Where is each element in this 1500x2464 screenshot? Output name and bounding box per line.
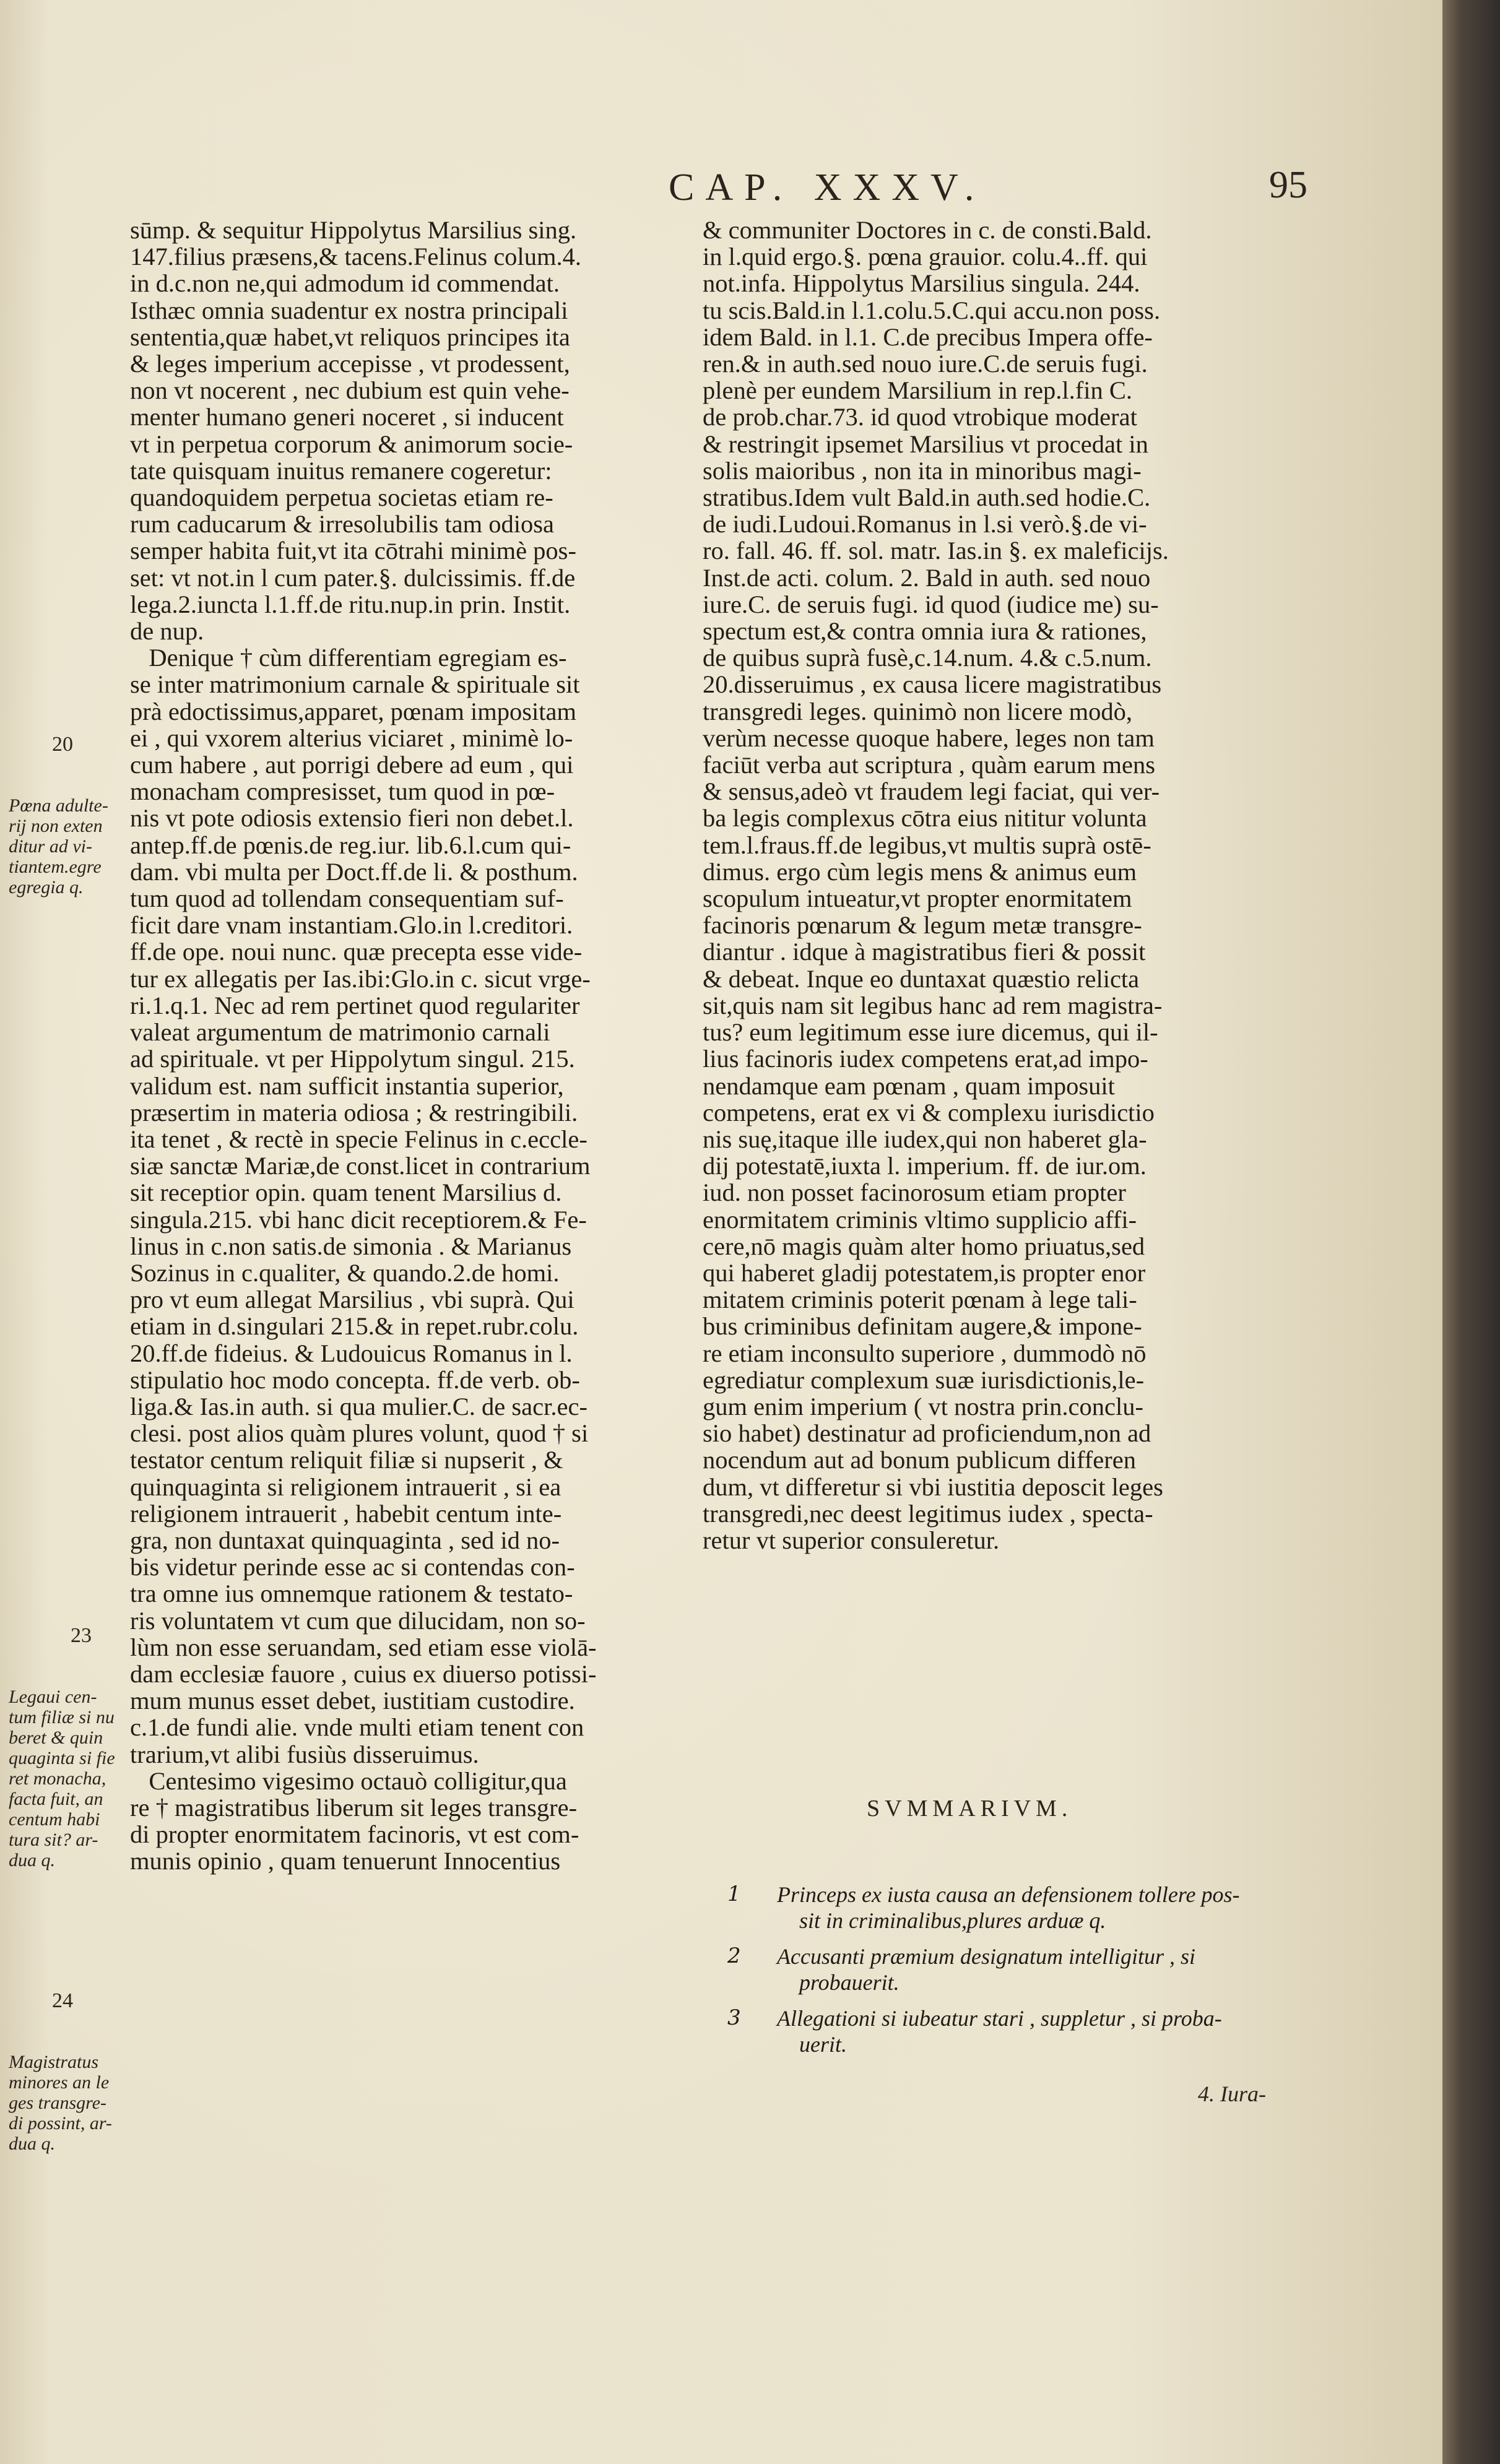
text-line: competens, erat ex vi & complexu iurisdictio <box>703 1098 1155 1126</box>
text-line: sit,quis nam sit legibus hanc ad rem magistra- <box>703 991 1163 1019</box>
text-line: tur ex allegatis per Ias.ibi:Glo.in c. sicut vrge- <box>130 964 591 993</box>
text-line: tem.l.fraus.ff.de legibus,vt multis suprà ostē- <box>703 831 1151 859</box>
summary-item-text: Allegationi si iubeatur stari , suppletur , si proba- uerit. <box>777 2006 1222 2057</box>
text-line: scopulum intueatur,vt propter enormitatem <box>703 884 1132 913</box>
margin-note-text: Legaui cen- tum filiæ si nu beret & quin quaginta si fie ret monacha, facta fuit, an centum habi tura sit? ar- dua q. <box>9 1687 115 1870</box>
text-line: tra omne ius omnemque rationem & testato- <box>130 1580 573 1608</box>
summary-item-text: Accusanti præmium designatum intelligitur , si probauerit. <box>777 1944 1195 1995</box>
text-line: nis suę,itaque ille iudex,qui non haberet gla- <box>703 1125 1147 1153</box>
text-line: 20.disseruimus , ex causa licere magistratibus <box>703 670 1162 699</box>
text-line: qui haberet gladij potestatem,is propter enor <box>703 1258 1146 1287</box>
text-line: transgredi,nec deest legitimus iudex , specta- <box>703 1499 1153 1528</box>
text-line: valeat argumentum de matrimonio carnali <box>130 1018 550 1047</box>
text-line: de nup. <box>130 617 204 646</box>
text-line: in l.quid ergo.§. pœna grauior. colu.4..ff. qui <box>703 243 1148 271</box>
text-line: menter humano generi noceret , si inducent <box>130 403 564 431</box>
margin-note <box>9 1950 112 2195</box>
text-line: ad spirituale. vt per Hippolytum singul. 215. <box>130 1045 575 1073</box>
text-line: ff.de ope. noui nunc. quæ precepta esse vide- <box>130 938 583 966</box>
text-line: egrediatur complexum suæ iurisdictionis,le- <box>703 1365 1145 1394</box>
text-line: & restringit ipsemet Marsilius vt procedat in <box>703 430 1148 458</box>
text-line: stipulatio hoc modo concepta. ff.de verb. ob- <box>130 1365 580 1394</box>
text-line: pro vt eum allegat Marsilius , vbi suprà. Qui <box>130 1286 574 1314</box>
running-head <box>0 166 1442 209</box>
text-line: ba legis complexus cōtra eius nititur volunta <box>703 804 1147 832</box>
text-line: enormitatem criminis vltimo supplicio affi- <box>703 1205 1137 1234</box>
text-line: nocendum aut ad bonum publicum differen <box>703 1446 1136 1474</box>
text-line: di propter enormitatem facinoris, vt est com- <box>130 1820 579 1849</box>
text-line: testator centum reliquit filiæ si nupserit , & <box>130 1446 563 1474</box>
text-line: 147.filius præsens,& tacens.Felinus colum.4. <box>130 243 581 271</box>
text-line: transgredi leges. quinimò non licere modò, <box>703 697 1132 725</box>
text-line: idem Bald. in l.1. C.de precibus Impera offe- <box>703 322 1153 351</box>
text-line: mum munus esset debet, iustitiam custodire. <box>130 1687 575 1715</box>
text-line: cere,nō magis quàm alter homo priuatus,sed <box>703 1232 1145 1260</box>
text-line: tus? eum legitimum esse iure dicemus, qui il- <box>703 1018 1158 1047</box>
text-line: set: vt not.in l cum pater.§. dulcissimis. ff.de <box>130 563 576 592</box>
text-line: quandoquidem perpetua societas etiam re- <box>130 483 553 512</box>
text-line: nis vt pote odiosis extensio fieri non debet.l. <box>130 804 574 832</box>
text-line: bus criminibus definitam augere,& impone- <box>703 1312 1142 1341</box>
margin-note-number: 23 <box>71 1624 92 1647</box>
text-line: etiam in d.singulari 215.& in repet.rubr.colu. <box>130 1312 579 1341</box>
text-line: de iudi.Ludoui.Romanus in l.si verò.§.de vi- <box>703 510 1147 538</box>
margin-note <box>9 693 108 938</box>
text-line: spectum est,& contra omnia iura & rationes, <box>703 617 1147 646</box>
text-line: præsertim in materia odiosa ; & restringibili. <box>130 1098 578 1126</box>
text-line: Inst.de acti. colum. 2. Bald in auth. sed nouo <box>703 563 1151 592</box>
text-line: diantur . idque à magistratibus fieri & possit <box>703 938 1146 966</box>
text-line: iud. non posset facinorosum etiam propter <box>703 1178 1126 1207</box>
summary-item-number: 2 <box>727 1943 741 1968</box>
text-line: ro. fall. 46. ff. sol. matr. Ias.in §. ex maleficijs. <box>703 537 1169 565</box>
text-line: gum enim imperium ( vt nostra prin.conclu- <box>703 1392 1143 1420</box>
book-edge <box>1442 0 1500 2464</box>
summary-item-number: 1 <box>727 1882 741 1906</box>
summary-item-number: 3 <box>727 2005 741 2030</box>
text-line: gra, non duntaxat quinquaginta , sed id no- <box>130 1526 560 1554</box>
text-line: vt in perpetua corporum & animorum socie- <box>130 430 573 458</box>
text-line: mitatem criminis poterit pœnam à lege tali- <box>703 1286 1137 1314</box>
text-line: solis maioribus , non ita in minoribus magi- <box>703 456 1142 485</box>
text-line: cum habere , aut porrigi debere ad eum , qui <box>130 751 574 779</box>
text-line: & sensus,adeò vt fraudem legi faciat, qui ver- <box>703 777 1160 806</box>
text-line: non vt nocerent , nec dubium est quin vehe- <box>130 376 570 405</box>
text-line: nendamque eam pœnam , quam imposuit <box>703 1071 1115 1100</box>
text-line: not.infa. Hippolytus Marsilius singula. 244. <box>703 269 1140 298</box>
catchword: 4. Iura- <box>1198 2081 1266 2106</box>
text-line: dij potestatē,iuxta l. imperium. ff. de iur.om. <box>703 1152 1147 1180</box>
text-line: de prob.char.73. id quod vtrobique moderat <box>703 403 1137 431</box>
text-line: siæ sanctæ Mariæ,de const.licet in contrarium <box>130 1152 591 1180</box>
text-line: ficit dare vnam instantiam.Glo.in l.creditori. <box>130 911 573 940</box>
chapter-heading: CAP. XXXV. <box>669 166 986 209</box>
text-line: quinquaginta si religionem intrauerit , si ea <box>130 1472 561 1501</box>
summary-heading: SVMMARIVM. <box>867 1796 1073 1822</box>
text-line: prà edoctissimus,apparet, pœnam impositam <box>130 697 576 725</box>
text-line: semper habita fuit,vt ita cōtrahi minimè pos- <box>130 537 576 565</box>
text-line: dam. vbi multa per Doct.ff.de li. & posthum. <box>130 857 578 886</box>
text-line: verùm necesse quoque habere, leges non tam <box>703 724 1155 752</box>
text-line: Denique † cùm differentiam egregiam es- <box>130 644 567 672</box>
page-number: 95 <box>1269 164 1307 206</box>
right-text-column <box>703 217 1169 1554</box>
text-line: faciūt verba aut scriptura , quàm earum mens <box>703 751 1155 779</box>
text-line: ita tenet , & rectè in specie Felinus in c.eccle- <box>130 1125 587 1153</box>
margin-note-text: Magistratus minores an le ges transgre- di possint, ar- dua q. <box>9 2052 112 2154</box>
text-line: & communiter Doctores in c. de consti.Bald. <box>703 216 1152 244</box>
text-line: Sozinus in c.qualiter, & quando.2.de homi. <box>130 1258 560 1287</box>
text-line: iure.C. de seruis fugi. id quod (iudice me) su- <box>703 590 1159 618</box>
text-line: de quibus suprà fusè,c.14.num. 4.& c.5.num. <box>703 644 1152 672</box>
text-line: dum, vt differetur si vbi iustitia deposcit leges <box>703 1472 1163 1501</box>
text-line: plenè per eundem Marsilium in rep.l.fin C. <box>703 376 1132 405</box>
text-line: tum quod ad tollendam consequentiam suf- <box>130 884 564 913</box>
text-line: c.1.de fundi alie. vnde multi etiam tenent con <box>130 1713 584 1742</box>
margin-note-number: 24 <box>52 1989 73 2012</box>
text-line: validum est. nam sufficit instantia superior, <box>130 1071 564 1100</box>
text-line: stratibus.Idem vult Bald.in auth.sed hodie.C. <box>703 483 1151 512</box>
text-line: re etiam inconsulto superiore , dummodò nō <box>703 1339 1147 1367</box>
text-line: re † magistratibus liberum sit leges transgre- <box>130 1793 578 1822</box>
text-line: liga.& Ias.in auth. si qua mulier.C. de sacr.ec- <box>130 1392 587 1420</box>
text-line: 20.ff.de fideius. & Ludouicus Romanus in l. <box>130 1339 573 1367</box>
text-line: retur vt superior consuleretur. <box>703 1526 1000 1554</box>
text-line: facinoris pœnarum & legum metæ transgre- <box>703 911 1142 940</box>
text-line: & debeat. Inque eo duntaxat quæstio relicta <box>703 964 1140 993</box>
summary-item-text: Princeps ex iusta causa an defensionem tollere pos- sit in criminalibus,plures arduæ q. <box>777 1882 1240 1933</box>
text-line: ren.& in auth.sed nouo iure.C.de seruis fugi. <box>703 350 1148 378</box>
text-line: religionem intrauerit , habebit centum inte- <box>130 1499 562 1528</box>
text-line: sūmp. & sequitur Hippolytus Marsilius sing. <box>130 216 577 244</box>
margin-note-number: 20 <box>52 733 73 756</box>
text-line: sit receptior opin. quam tenent Marsilius d. <box>130 1178 562 1207</box>
text-line: ei , qui vxorem alterius viciaret , minimè lo- <box>130 724 573 752</box>
text-line: in d.c.non ne,qui admodum id commendat. <box>130 269 560 298</box>
margin-note-text: Pœna adulte- rij non exten ditur ad vi- tiantem.egre egregia q. <box>9 795 108 897</box>
text-line: Centesimo vigesimo octauò colligitur,qua <box>130 1766 567 1795</box>
text-line: rum caducarum & irresolubilis tam odiosa <box>130 510 554 538</box>
text-line: clesi. post alios quàm plures volunt, quod † si <box>130 1419 589 1448</box>
text-line: bis videtur perinde esse ac si contendas con- <box>130 1553 575 1581</box>
text-line: dam ecclesiæ fauore , cuius ex diuerso potissi- <box>130 1659 597 1688</box>
text-line: lius facinoris iudex competens erat,ad impo- <box>703 1045 1148 1073</box>
text-line: antep.ff.de pœnis.de reg.iur. lib.6.l.cum qui- <box>130 831 571 859</box>
text-line: se inter matrimonium carnale & spirituale sit <box>130 670 580 699</box>
text-line: Isthæc omnia suadentur ex nostra principali <box>130 296 568 324</box>
text-line: lega.2.iuncta l.1.ff.de ritu.nup.in prin. Instit. <box>130 590 571 618</box>
left-text-column <box>130 217 597 1875</box>
text-line: linus in c.non satis.de simonia . & Marianus <box>130 1232 572 1260</box>
text-line: ris voluntatem vt cum que dilucidam, non so- <box>130 1606 586 1635</box>
text-line: trarium,vt alibi fusiùs disseruimus. <box>130 1740 479 1768</box>
text-line: sententia,quæ habet,vt reliquos principes ita <box>130 322 570 351</box>
text-line: ri.1.q.1. Nec ad rem pertinet quod regulariter <box>130 991 580 1019</box>
margin-note <box>9 1584 115 1911</box>
text-line: tu scis.Bald.in l.1.colu.5.C.qui accu.non poss. <box>703 296 1161 324</box>
text-line: singula.215. vbi hanc dicit receptiorem.& Fe- <box>130 1205 587 1234</box>
text-line: monacham compresisset, tum quod in pœ- <box>130 777 555 806</box>
text-line: dimus. ergo cùm legis mens & animus eum <box>703 857 1137 886</box>
text-line: tate quisquam inuitus remanere cogeretur: <box>130 456 552 485</box>
text-line: lùm non esse seruandam, sed etiam esse violā- <box>130 1633 597 1661</box>
text-line: & leges imperium accepisse , vt prodessent, <box>130 350 570 378</box>
text-line: sio habet) destinatur ad proficiendum,non ad <box>703 1419 1151 1448</box>
text-line: munis opinio , quam tenuerunt Innocentius <box>130 1847 561 1875</box>
